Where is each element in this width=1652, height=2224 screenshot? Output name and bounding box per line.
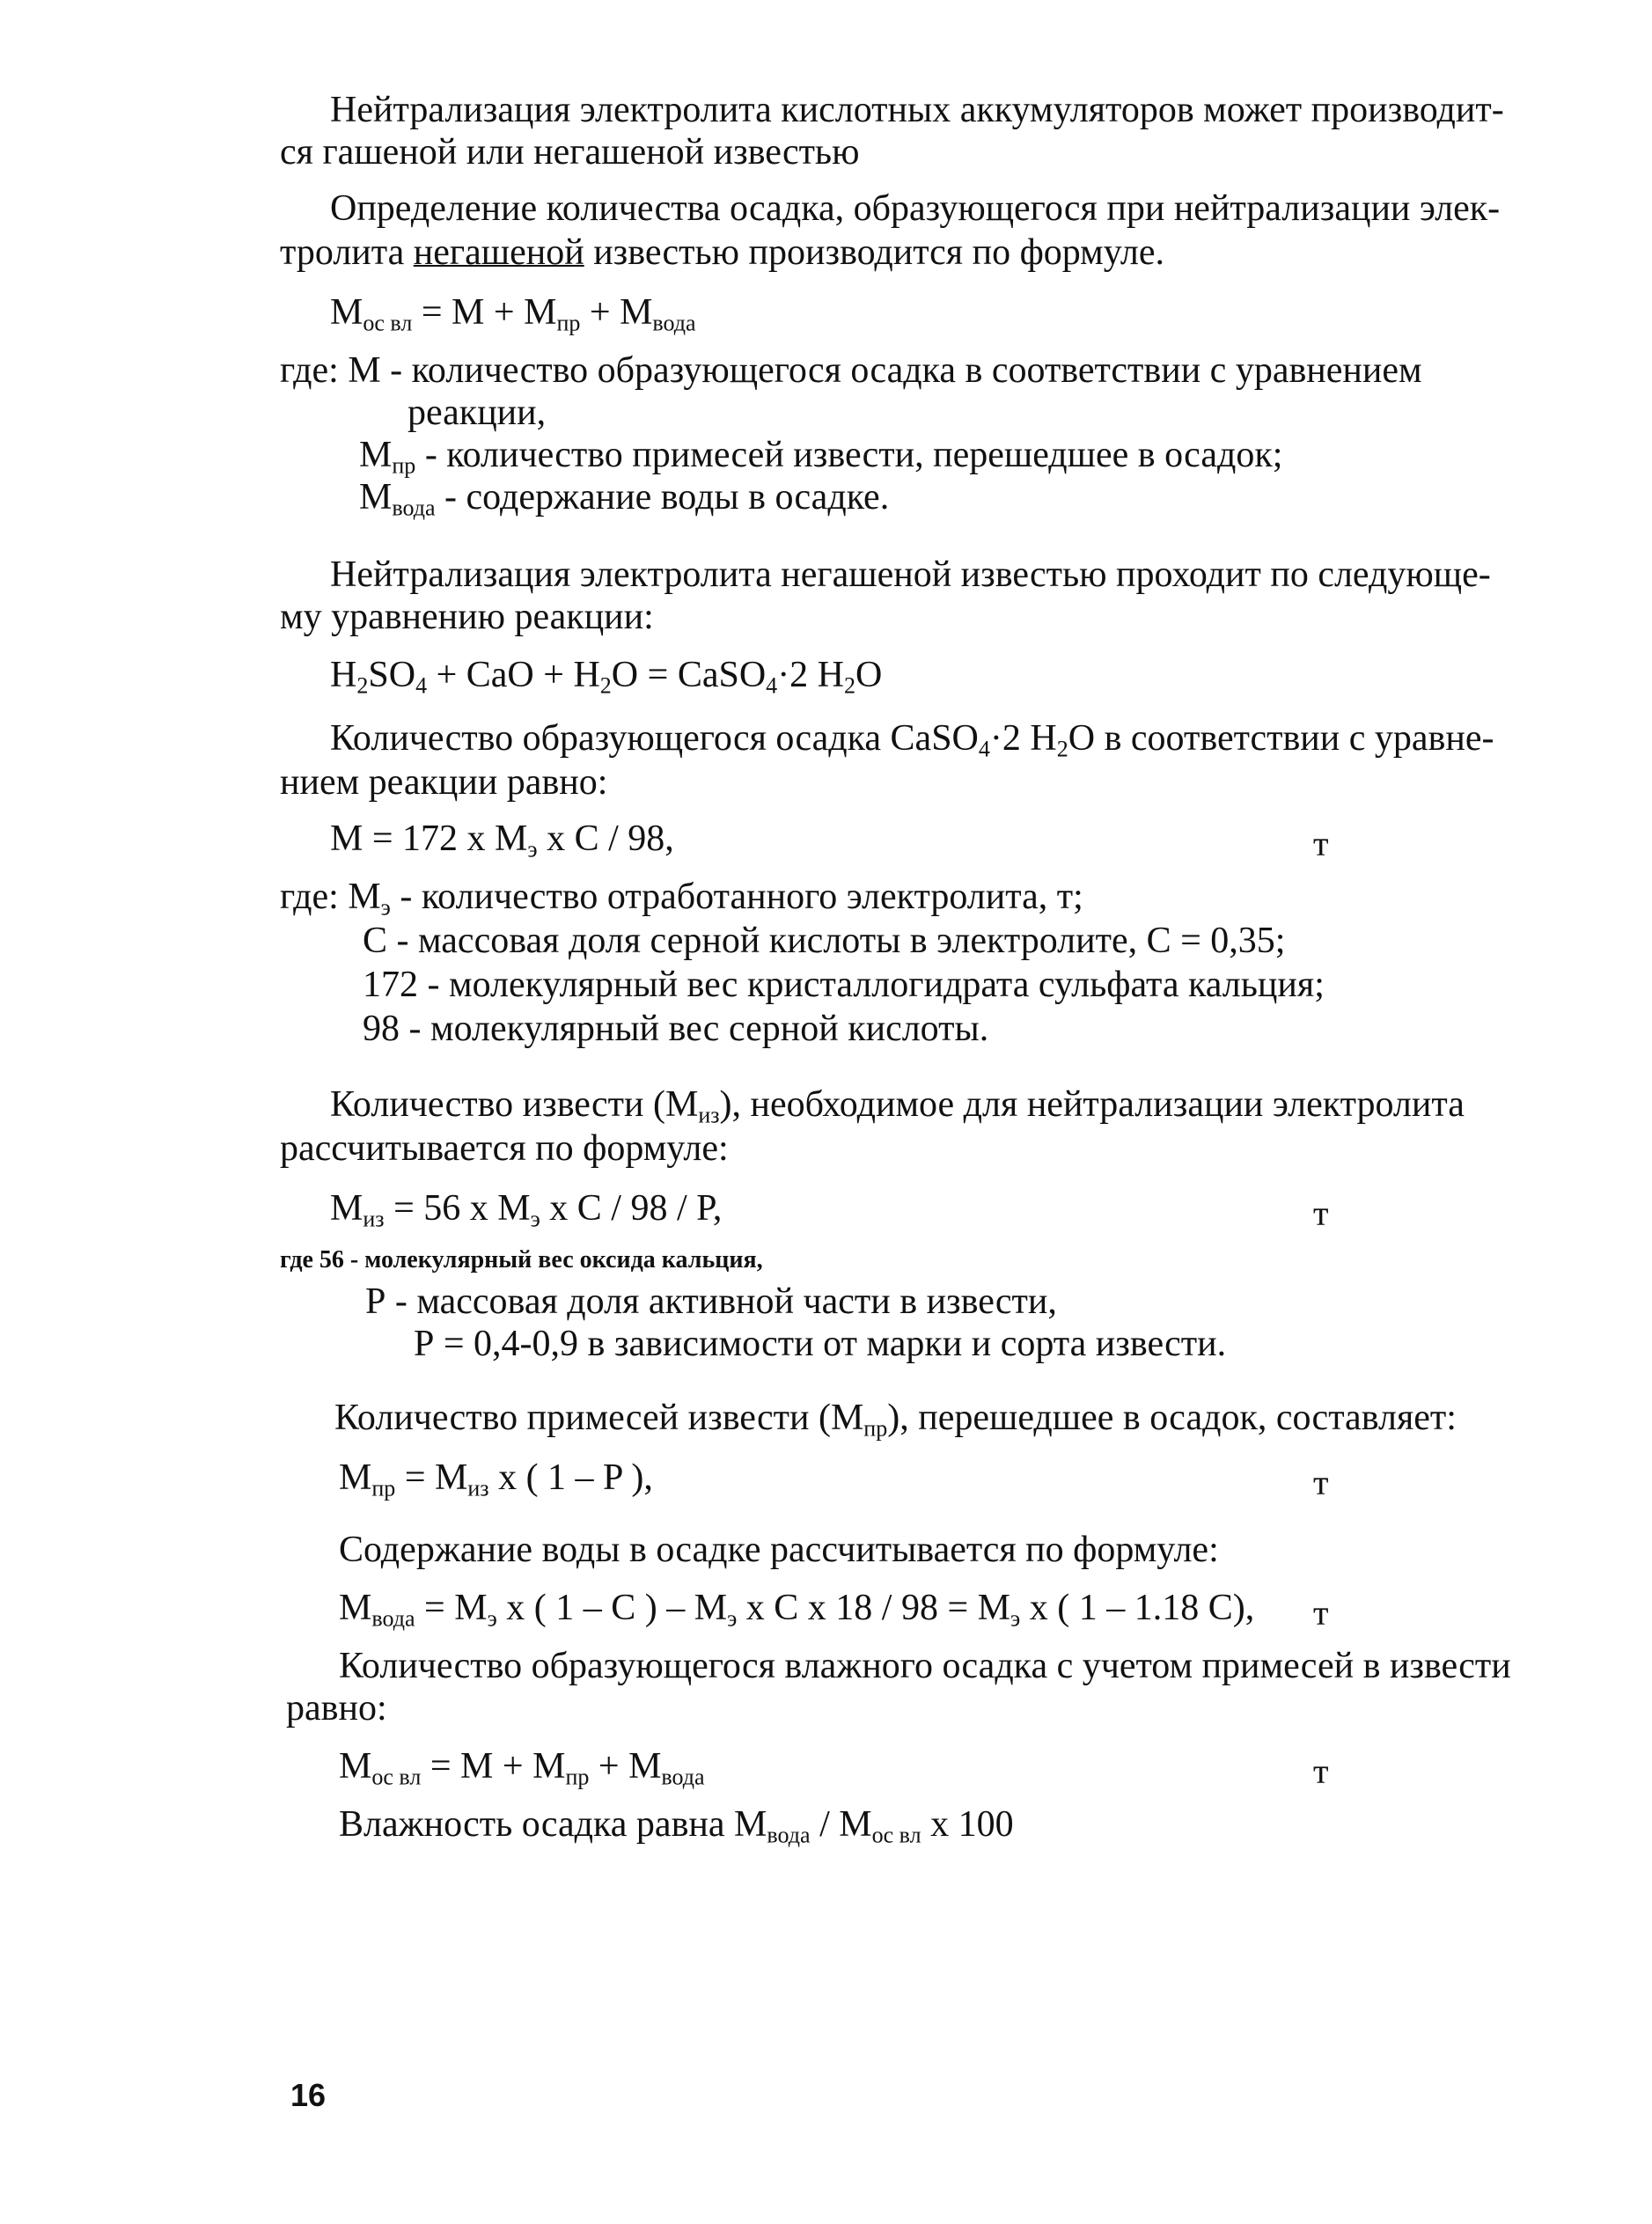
para5-line2: рассчитывается по формуле: [280, 1128, 729, 1169]
unit-label: т [1313, 1751, 1329, 1791]
where3-line1: где 56 - молекулярный вес оксида кальция, [280, 1246, 763, 1273]
where2-line3: 172 - молекулярный вес кристаллогидрата сульфата кальция; [363, 965, 1325, 1005]
formula-lime-mass: $M_{из} = 56$ x $M_э$ x C / 98 / P, [330, 1188, 723, 1232]
where1-line2: реакции, [407, 393, 547, 433]
para3-line2: му уравнению реакции: [280, 597, 654, 637]
moisture-formula: Влажность осадка равна $M_{вода} / M_{oc вл}$ x 100 [339, 1804, 1014, 1848]
underlined-word: негашеной [413, 232, 584, 273]
formula-sediment-mass: M = 172 x $M_э$ x C / 98, [330, 818, 674, 862]
para3-line1: Нейтрализация электролита негашеной известью проходит по следующе- [330, 554, 1491, 595]
where2-line2: C - массовая доля серной кислоты в электролите, С = 0,35; [363, 921, 1286, 961]
unit-label: т [1313, 1593, 1329, 1633]
para8-line1: Количество образующегося влажного осадка с учетом примесей в извести [339, 1646, 1511, 1686]
where2-line1: где: $M_э$ - количество отработанного электролита, т; [280, 877, 1083, 921]
para2-line2: тролита негашеной известью производится по формуле. [280, 232, 1164, 273]
unit-label: т [1313, 1463, 1329, 1502]
reaction-equation: $H_2SO_4$ + CaO + $H_2O$ = CaSO$_4$·2 $H_2O$ [330, 655, 883, 699]
para4-line2: нием реакции равно: [280, 762, 608, 803]
formula-total-sediment: $M_{oc вл} = M + M_{пр} + M_{вода}$ [330, 292, 696, 336]
unit-label: т [1313, 1193, 1329, 1233]
para4-line1: Количество образующегося осадка CaSO$_4$·2 $H_2O$ в соответствии с уравне- [330, 718, 1494, 762]
formula-wet-sediment: $M_{oc вл} = M + M_{пр} + M_{вода}$ [339, 1746, 705, 1790]
unit-label: т [1313, 824, 1329, 863]
para5-line1: Количество извести $(M_{из})$, необходимое для нейтрализации электролита [330, 1084, 1465, 1128]
para8-line2: равно: [286, 1688, 387, 1729]
formula-impurities: $M_{пр} = M_{из}$ x ( 1 – P ), [339, 1457, 653, 1501]
para2-line1: Определение количества осадка, образующегося при нейтрализации элек- [330, 188, 1501, 229]
para7-line1: Содержание воды в осадке рассчитывается по формуле: [339, 1530, 1219, 1570]
where3-line2: Р - массовая доля активной части в извести, [365, 1281, 1057, 1322]
where2-line4: 98 - молекулярный вес серной кислоты. [363, 1009, 989, 1049]
formula-water: $M_{вода} = M_э$ x ( 1 – C ) – $M_э$ x C x $18 / 98 = M_э$ x ( 1 – 1.18 C), [339, 1588, 1255, 1632]
para1-line1: Нейтрализация электролита кислотных аккумуляторов может производит- [330, 90, 1504, 130]
para6-line1: Количество примесей извести $(M_{пр})$, перешедшее в осадок, составляет: [334, 1398, 1457, 1442]
where1-line1: где: М - количество образующегося осадка в соответствии с уравнением [280, 350, 1422, 391]
where1-line4: $M_{вода}$ - содержание воды в осадке. [359, 477, 890, 521]
where1-line3: $M_{пр}$ - количество примесей извести, перешедшее в осадок; [359, 435, 1283, 479]
para1-line2: ся гашеной или негашеной известью [280, 132, 860, 172]
page-number: 16 [290, 2077, 327, 2113]
where3-line3: Р = 0,4-0,9 в зависимости от марки и сорта извести. [414, 1324, 1227, 1364]
